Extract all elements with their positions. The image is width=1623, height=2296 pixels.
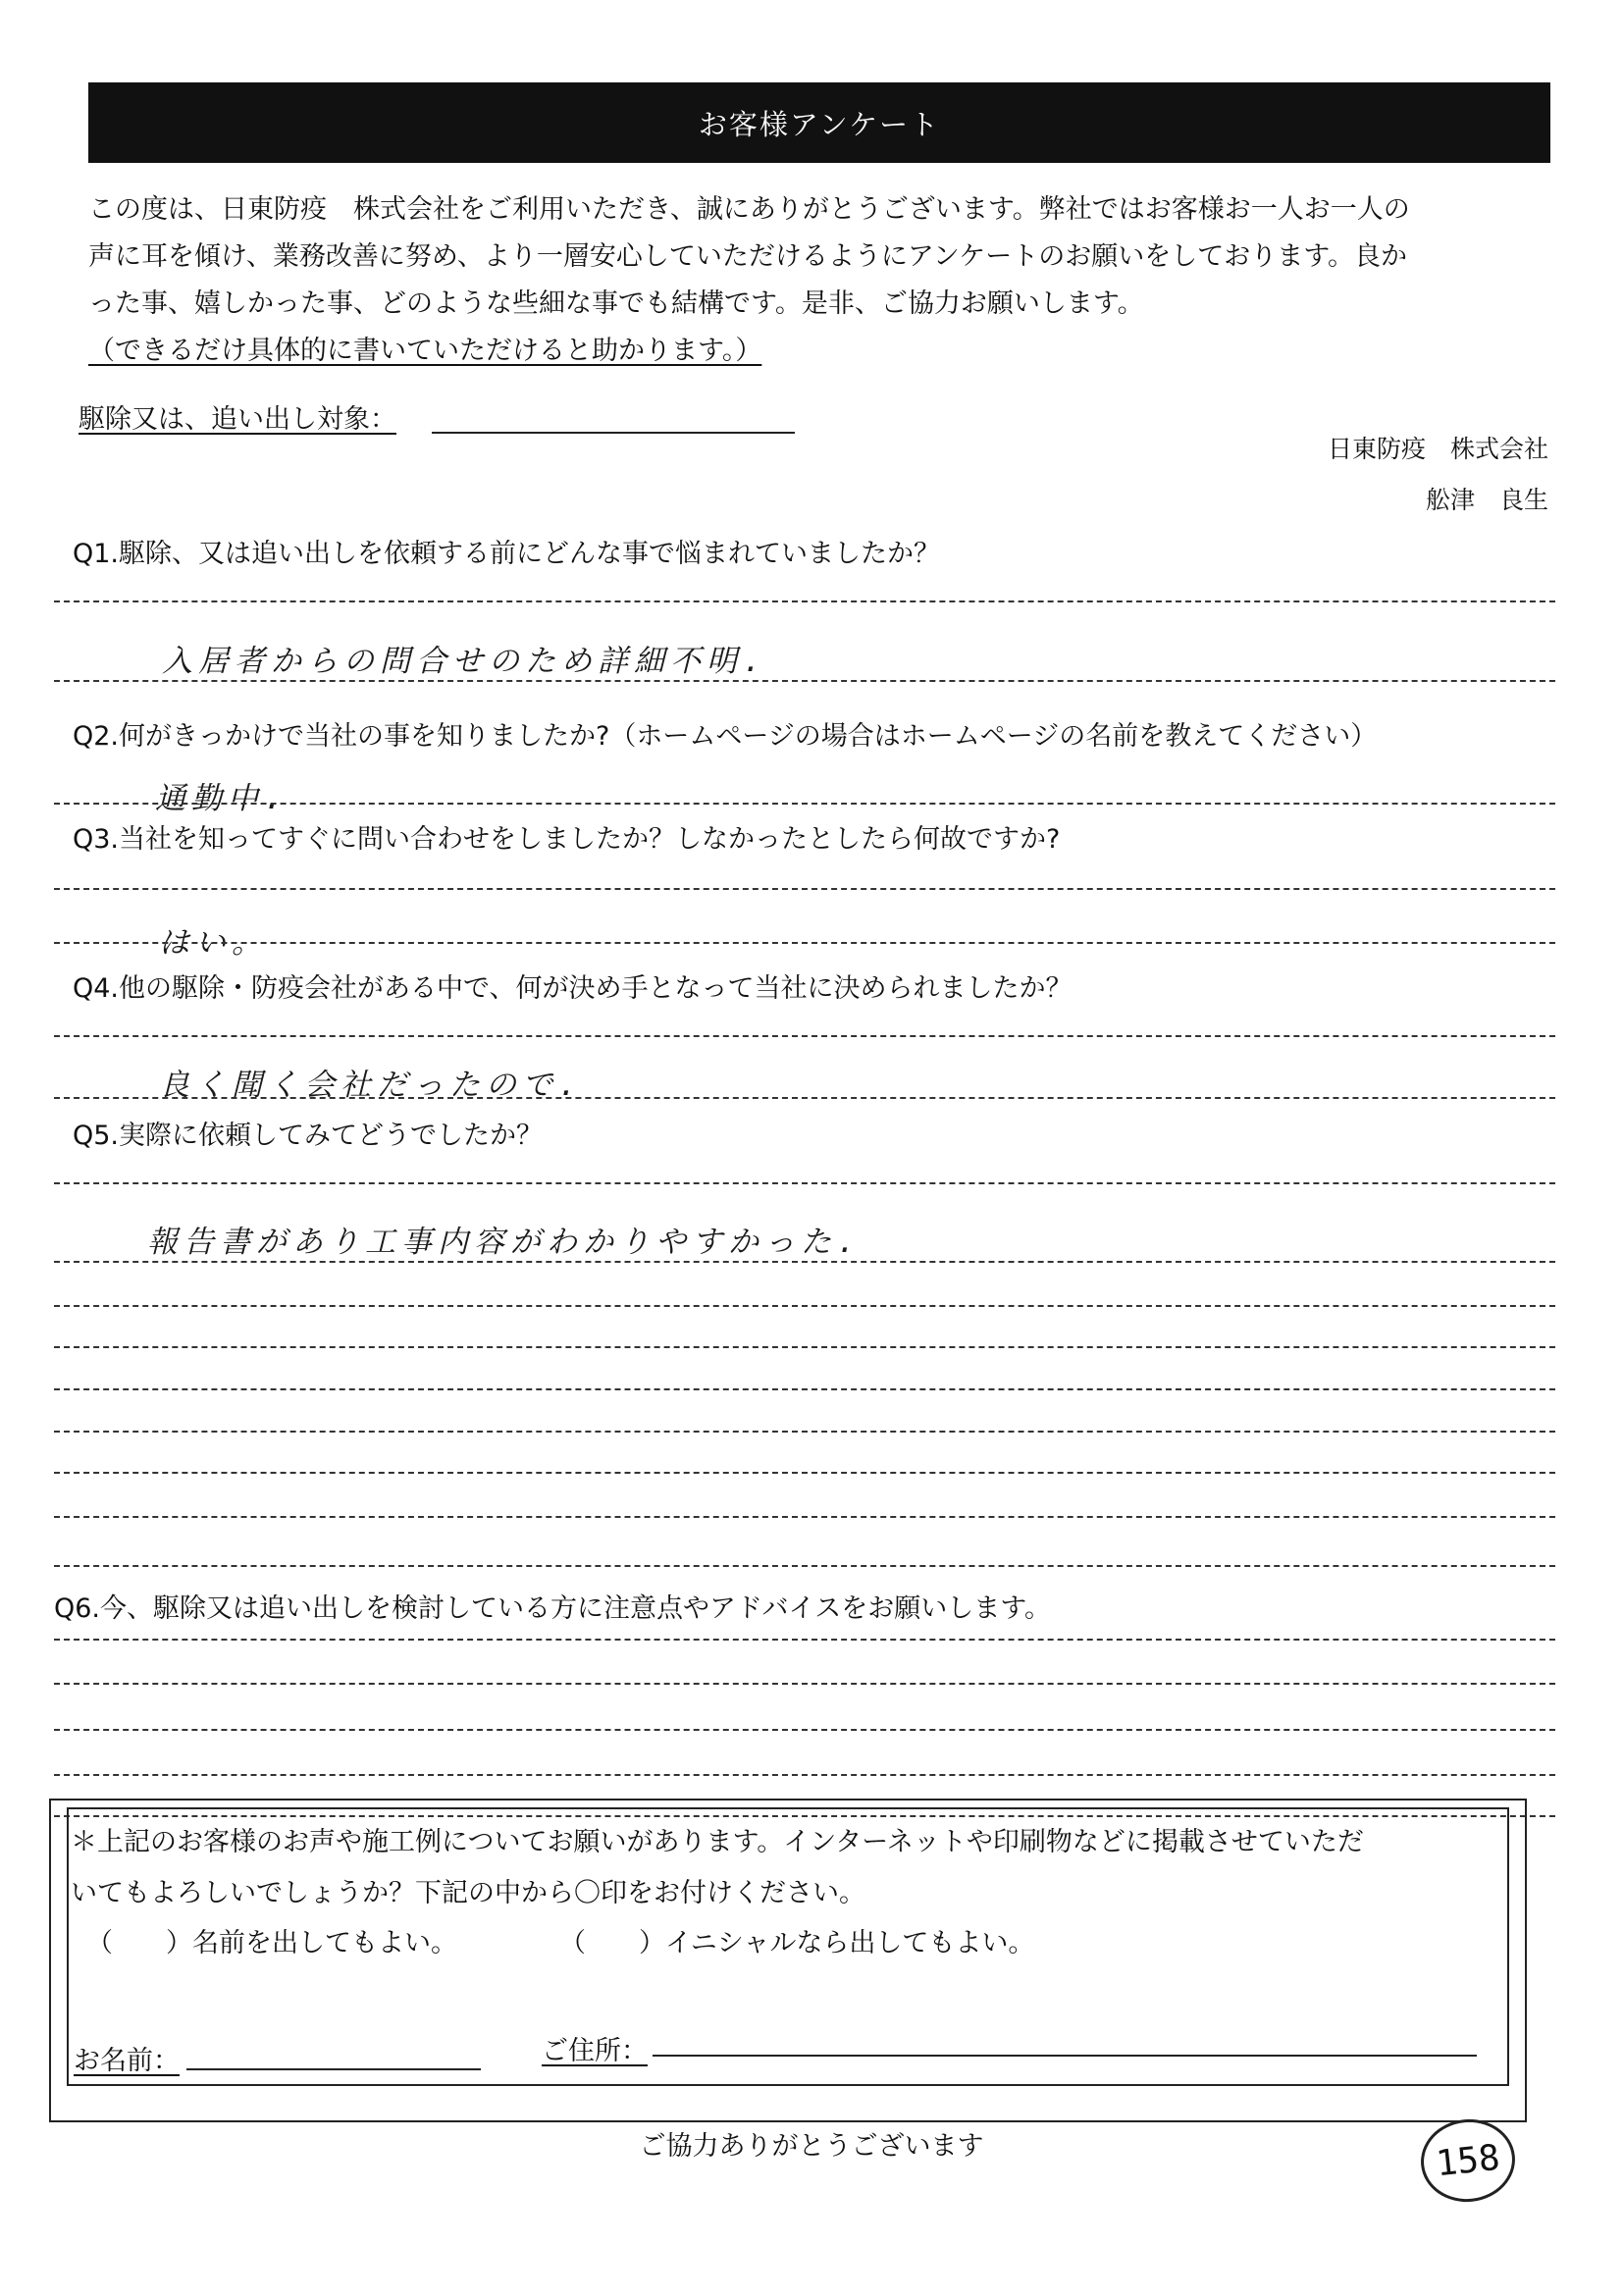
answer-5[interactable]: 報告書があり工事内容がわかりやすかった. bbox=[147, 1225, 862, 1260]
consent-text bbox=[71, 1817, 1364, 1919]
question-2: Q2.何がきっかけで当社の事を知りましたか?（ホームページの場合はホームページの名前を教えてください） bbox=[73, 721, 1378, 752]
company-name: 日東防疫 株式会社 bbox=[1327, 435, 1548, 463]
answer-line bbox=[54, 1639, 1555, 1641]
answer-line bbox=[54, 1516, 1555, 1518]
consent-line-1: ＊上記のお客様のお声や施工例についてお願いがあります。インターネットや印刷物などに掲載させていただ bbox=[71, 1827, 1364, 1857]
answer-line bbox=[54, 888, 1555, 890]
question-3: Q3.当社を知ってすぐに問い合わせをしましたか？しなかったとしたら何故ですか? bbox=[73, 824, 1061, 855]
name-label: お名前： bbox=[74, 2046, 180, 2076]
page-number: 158 bbox=[1434, 2137, 1502, 2184]
intro-note: （できるだけ具体的に書いていただけると助かります。） bbox=[88, 336, 762, 366]
answer-line bbox=[54, 803, 1555, 805]
answer-line bbox=[54, 680, 1555, 682]
option-initials-ok[interactable]: （ ）イニシャルなら出してもよい。 bbox=[559, 1928, 1035, 1958]
answer-line bbox=[54, 1035, 1555, 1037]
answer-line bbox=[54, 1683, 1555, 1685]
target-label: 駆除又は、追い出し対象： bbox=[79, 404, 396, 435]
answer-line bbox=[54, 1097, 1555, 1099]
question-5: Q5.実際に依頼してみてどうでしたか？ bbox=[73, 1121, 544, 1151]
answer-line bbox=[54, 1346, 1555, 1348]
question-4: Q4.他の駆除・防疫会社がある中で、何が決め手となって当社に決められましたか？ bbox=[73, 973, 1073, 1004]
question-6: Q6.今、駆除又は追い出しを検討している方に注意点やアドバイスをお願いします。 bbox=[54, 1593, 1052, 1624]
answer-line bbox=[54, 1565, 1555, 1567]
intro-line-1: この度は、日東防疫 株式会社をご利用いただき、誠にありがとうございます。弊社ではお客様お一人お一人の bbox=[88, 194, 1410, 225]
answer-line bbox=[54, 1261, 1555, 1263]
answer-1[interactable]: 入居者からの問合せのため詳細不明. bbox=[162, 644, 767, 679]
survey-title bbox=[88, 82, 1550, 163]
answer-line bbox=[54, 1388, 1555, 1390]
company-block bbox=[1328, 424, 1548, 526]
name-input-line[interactable] bbox=[186, 2068, 481, 2070]
address-input-line[interactable] bbox=[653, 2055, 1477, 2057]
intro-text bbox=[88, 186, 1560, 375]
intro-line-3: った事、嬉しかった事、どのような些細な事でも結構です。是非、ご協力お願いします。 bbox=[88, 288, 1144, 319]
survey-title-text: お客様アンケート bbox=[698, 107, 941, 141]
answer-3[interactable]: はい。 bbox=[159, 925, 268, 961]
address-label: ご住所： bbox=[542, 2036, 648, 2066]
answer-line bbox=[54, 1729, 1555, 1731]
target-input-line[interactable] bbox=[432, 432, 795, 434]
answer-line bbox=[54, 1305, 1555, 1307]
company-person: 舩津 良生 bbox=[1425, 486, 1548, 514]
answer-line bbox=[54, 1472, 1555, 1474]
answer-line bbox=[54, 1431, 1555, 1433]
answer-line bbox=[54, 600, 1555, 602]
answer-line bbox=[54, 1182, 1555, 1184]
closing-message: ご協力ありがとうございます bbox=[639, 2131, 984, 2162]
answer-2[interactable]: 通勤中. bbox=[155, 781, 288, 816]
answer-4[interactable]: 良く聞く会社だったので. bbox=[159, 1068, 583, 1103]
answer-line bbox=[54, 942, 1555, 944]
consent-line-2: いてもよろしいでしょうか？下記の中から〇印をお付けください。 bbox=[71, 1878, 865, 1908]
question-1: Q1.駆除、又は追い出しを依頼する前にどんな事で悩まれていましたか？ bbox=[73, 539, 941, 569]
option-name-ok[interactable]: （ ）名前を出してもよい。 bbox=[86, 1928, 457, 1958]
answer-line bbox=[54, 1774, 1555, 1776]
intro-line-2: 声に耳を傾け、業務改善に努め、より一層安心していただけるようにアンケートのお願いをしております。良か bbox=[88, 241, 1408, 272]
